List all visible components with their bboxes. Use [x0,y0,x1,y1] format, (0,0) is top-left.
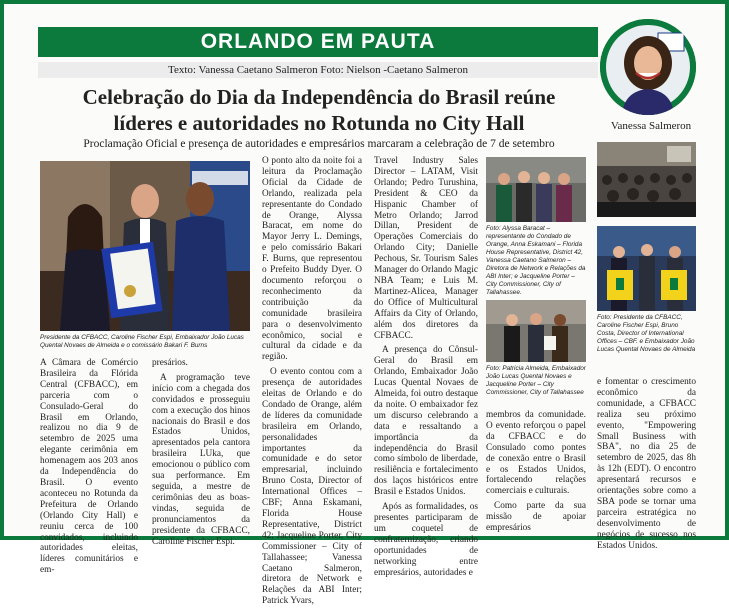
paragraph: O evento contou com a presença de autoridades eleitas de Orlando e do Condado de Orange, além de líderes da comunidade brasileira em Orlando, personalidades importantes da comunidade e do setor empresarial, incluindo Bruno Costa, Director of International Offices – CBF; Anna Eskamani, Florida House Representative, District 42; Jacqueline Porter, City Commissioner – City of Tallahassee; Vanessa Caetano Salmeron, diretora de Network e Relações da ABI Inter; Patrick Yvars, [262,367,362,607]
article-column-2 [152,358,250,551]
photo-consul-caption: Foto: Patricia Almeida, Embaixador João Lucas Quental Novaes e Jacqueline Porter – City Commissioner, City of Tallahassee [486,365,586,396]
section-banner [38,27,598,76]
photo-jerseys [597,226,696,311]
paragraph: Travel Industry Sales Director – LATAM, Visit Orlando; Pedro Turushina, President & CEO da Hispanic Chamber of Metro Orlando; Jarrod Dillan, President de Operações Comerciais do Orlando City; Danielle Pechous, Sr. Tourism Sales Manager do Orlando Magic NBA Team; e Luis M. Martinez-Alicea, Manager do Office of Multicultural Affairs da City of Orlando, além dos diretores da CFBACC. [374,156,478,341]
paragraph: Como parte da sua missão de apoiar empresários [486,501,586,534]
paragraph: Após as formalidades, os presentes participaram de um coquetel de confraternização, criando oportunidades de networking entre empresários, autoridades e [374,502,478,578]
author-avatar [600,19,696,115]
article-column-1 [40,358,138,576]
paragraph: membros da comunidade. O evento reforçou o papel da CFBACC e do Consulado como pontes de conexão entre o Brasil e os Estados Unidos, fortalecendo relações comerciais e culturais. [486,410,586,497]
photo-consul-general [486,300,586,362]
photo-officials-caption: Foto: Alyssa Baracat – representante do Condado de Orange, Anna Eskamani – Florida House Representative, District 42, Vanessa Caetano Salmeron – Diretora de Network e Relações da ABI Inter; e Jacqueline Porter – City Commissioner, City of Tallahassee. [486,225,586,296]
article-column-6 [597,377,696,552]
article-column-5 [486,410,586,538]
headline-line-2: líderes e autoridades no Rotunda no City Hall [113,111,525,135]
article-headline [44,84,594,136]
paragraph: A programação teve início com a chegada dos convidados e prosseguiu com a execução dos hinos nacionais do Brasil e dos Estados Unidos, apresentados pela cantora brasileira LUka, que emocionou o público com sua performance. Em seguida, a mestre de cerimônias deu as boas-vindas, seguida de pronunciamentos da presidente da CFBACC, Caroline Fischer Espi. [152,372,250,547]
photo-credits: Texto: Vanessa Caetano Salmeron Foto: Nielson -Caetano Salmeron [38,62,598,78]
article-column-4 [374,156,478,582]
section-title: ORLANDO EM PAUTA [200,30,436,53]
paragraph: e fomentar o crescimento econômico da comunidade, a CFBACC realiza seu próximo evento, "Empowering Small Business with SBA", no dia 25 de setembro de 2025, das 8h às 12h (EDT). O encontro apresentará recursos e orientações sobre como a SBA pode se tornar uma parceira estratégica no desenvolvimento de negócios de sucesso nos Estados Unidos. [597,377,696,551]
paragraph: O ponto alto da noite foi a leitura da Proclamação Oficial da Cidade de Orlando, realizada pela representante do Condado de Orange, Alyssa Baracat, em nome do Mayor Jerry L. Demings, e pelo comissário Bakari F. Burns, que representou o Prefeito Buddy Dyer. O documento reforçou o reconhecimento da contribuição da comunidade brasileira para o desenvolvimento econômico, social e cultural da cidade e da região. [262,156,362,363]
photo-jerseys-caption: Foto: Presidente da CFBACC, Caroline Fischer Espi, Bruno Costa, Director of International Offices – CBF. e Embaixador João Lucas Quental Novaes de Almeida [597,314,696,353]
article-subheadline: Proclamação Oficial e presença de autoridades e empresários marcaram a celebração de 7 de setembro [83,138,555,150]
main-photo [40,161,250,331]
headline-line-1: Celebração do Dia da Independência do Brasil reúne [82,85,556,109]
paragraph: A presença do Cônsul-Geral do Brasil em Orlando, Embaixador João Lucas Quental Novaes de Almeida, foi outro destaque da noite. O embaixador fez um discurso celebrando a data e ressaltando a importância da independência do Brasil como símbolo de liberdade, resiliência e fortalecimento dos laços históricos entre Brasil e Estados Unidos. [374,345,478,498]
paragraph: presários. [152,358,188,368]
photo-officials-group [486,157,586,222]
photo-audience [597,142,696,217]
article-column-3 [262,156,362,611]
main-photo-caption: Presidente da CFBACC, Caroline Fischer Espi, Embaixador João Lucas Quental Novaes de Almeida e o comissário Bakari F. Burns [40,334,244,349]
author-name: Vanessa Salmeron [610,120,692,132]
paragraph: A Câmara de Comércio Brasileira da Flórida Central (CFBACC), em parceria com o Consulado-Geral do Brasil em Orlando, realizou no dia 9 de setembro de 2025 uma elegante cerimônia em homenagem aos 203 anos da Independência do Brasil. O evento aconteceu no Rotunda da Prefeitura de Orlando (Orlando City Hall) e reuniu cerca de 100 convidados, incluindo autoridades eleitas, líderes comunitários e em- [40,358,138,576]
